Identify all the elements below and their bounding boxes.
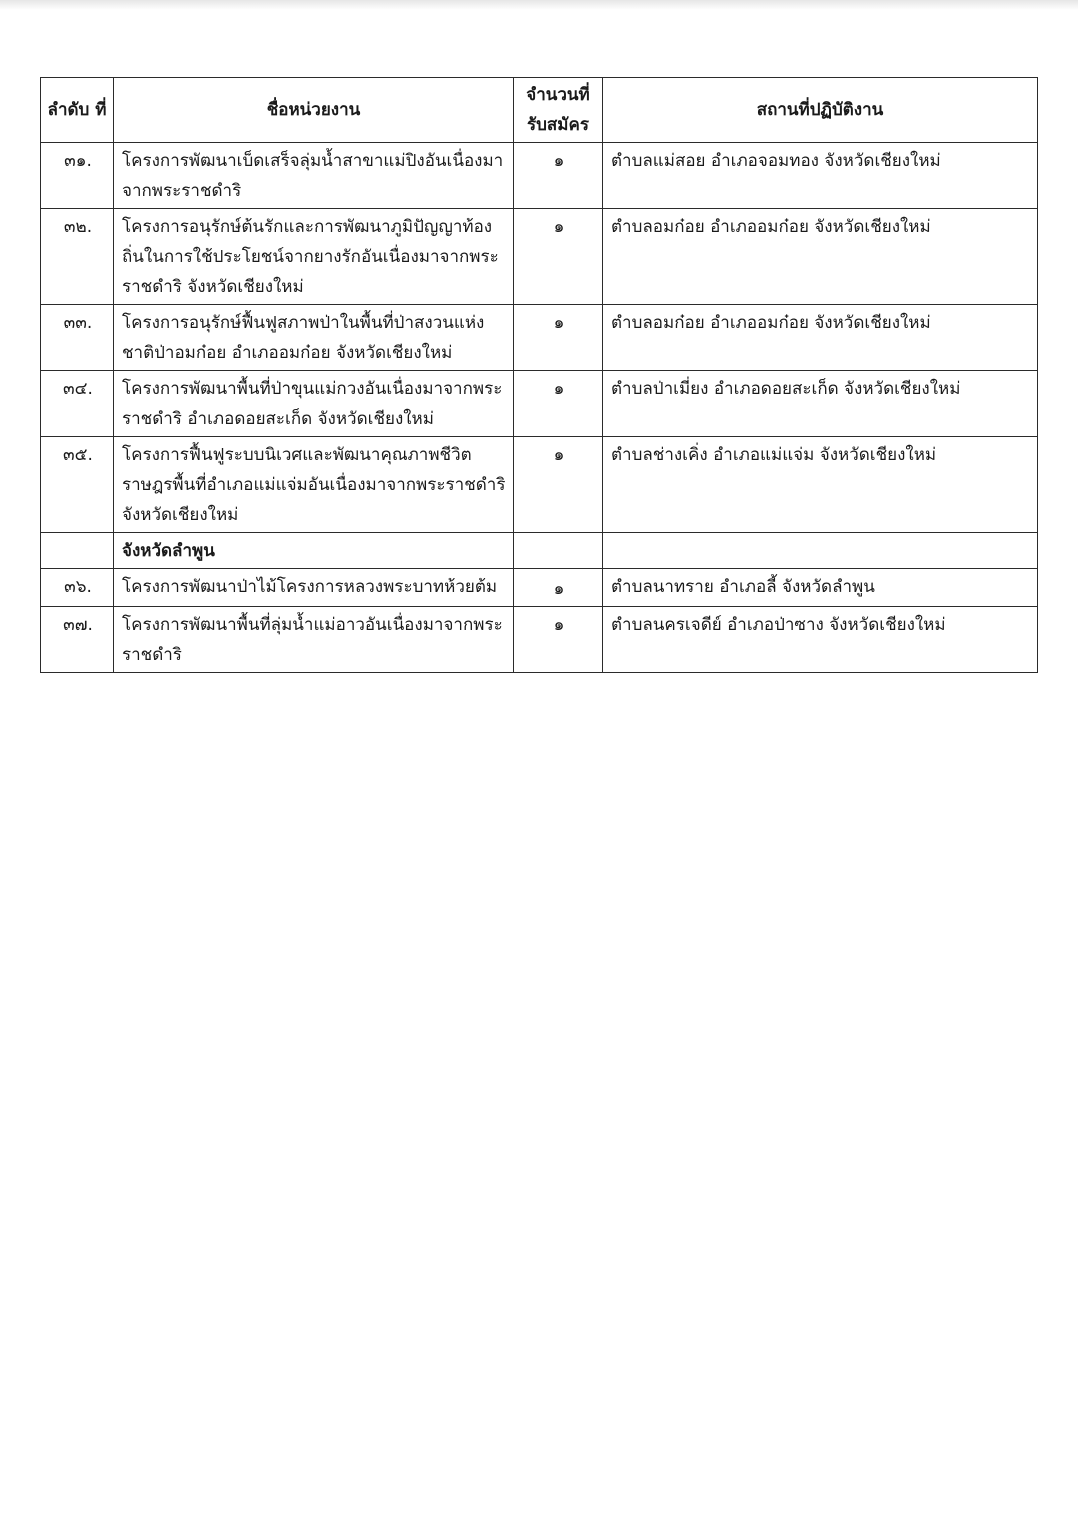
header-place: สถานที่ปฏิบัติงาน bbox=[603, 78, 1038, 143]
row-number: ๓๗. bbox=[41, 607, 114, 673]
header-count: จำนวนที่ รับสมัคร bbox=[514, 78, 603, 143]
unit-name: โครงการอนุรักษ์ฟื้นฟูสภาพป่าในพื้นที่ป่าสงวนแห่งชาติป่าอมก๋อย อำเภออมก๋อย จังหวัดเชียงใหม่ bbox=[114, 305, 514, 371]
group-empty-cell bbox=[603, 533, 1038, 569]
work-location: ตำบลนครเจดีย์ อำเภอป่าซาง จังหวัดเชียงใหม่ bbox=[603, 607, 1038, 673]
opening-count: ๑ bbox=[514, 569, 603, 607]
province-group-label: จังหวัดลำพูน bbox=[114, 533, 514, 569]
table-row bbox=[41, 569, 1038, 607]
unit-name: โครงการพัฒนาพื้นที่ลุ่มน้ำแม่อาวอันเนื่องมาจากพระราชดำริ bbox=[114, 607, 514, 673]
group-row bbox=[41, 533, 1038, 569]
table-row bbox=[41, 371, 1038, 437]
unit-name: โครงการอนุรักษ์ต้นรักและการพัฒนาภูมิปัญญาท้องถิ่นในการใช้ประโยชน์จากยางรักอันเนื่องมาจากพระราชดำริ จังหวัดเชียงใหม่ bbox=[114, 209, 514, 305]
row-number: ๓๒. bbox=[41, 209, 114, 305]
opening-count: ๑ bbox=[514, 371, 603, 437]
table-row bbox=[41, 607, 1038, 673]
work-location: ตำบลช่างเคิ่ง อำเภอแม่แจ่ม จังหวัดเชียงใหม่ bbox=[603, 437, 1038, 533]
unit-name: โครงการพัฒนาพื้นที่ป่าขุนแม่กวงอันเนื่องมาจากพระราชดำริ อำเภอดอยสะเก็ด จังหวัดเชียงใหม่ bbox=[114, 371, 514, 437]
positions-table bbox=[40, 77, 1038, 673]
group-empty-cell bbox=[514, 533, 603, 569]
header-name: ชื่อหน่วยงาน bbox=[114, 78, 514, 143]
row-number: ๓๕. bbox=[41, 437, 114, 533]
opening-count: ๑ bbox=[514, 607, 603, 673]
row-number: ๓๔. bbox=[41, 371, 114, 437]
row-number: ๓๖. bbox=[41, 569, 114, 607]
scan-edge bbox=[0, 0, 1078, 10]
unit-name: โครงการฟื้นฟูระบบนิเวศและพัฒนาคุณภาพชีวิตราษฎรพื้นที่อำเภอแม่แจ่มอันเนื่องมาจากพระราชดำริ จังหวัดเชียงใหม่ bbox=[114, 437, 514, 533]
header-row bbox=[41, 78, 1038, 143]
row-number: ๓๓. bbox=[41, 305, 114, 371]
table-row bbox=[41, 143, 1038, 209]
table-row bbox=[41, 305, 1038, 371]
group-empty-cell bbox=[41, 533, 114, 569]
table-row bbox=[41, 209, 1038, 305]
header-no: ลำดับ ที่ bbox=[41, 78, 114, 143]
unit-name: โครงการพัฒนาป่าไม้โครงการหลวงพระบาทห้วยต้ม bbox=[114, 569, 514, 607]
work-location: ตำบลอมก๋อย อำเภออมก๋อย จังหวัดเชียงใหม่ bbox=[603, 305, 1038, 371]
table-row bbox=[41, 437, 1038, 533]
work-location: ตำบลแม่สอย อำเภอจอมทอง จังหวัดเชียงใหม่ bbox=[603, 143, 1038, 209]
unit-name: โครงการพัฒนาเบ็ดเสร็จลุ่มน้ำสาขาแม่ปิงอันเนื่องมาจากพระราชดำริ bbox=[114, 143, 514, 209]
work-location: ตำบลนาทราย อำเภอลี้ จังหวัดลำพูน bbox=[603, 569, 1038, 607]
row-number: ๓๑. bbox=[41, 143, 114, 209]
opening-count: ๑ bbox=[514, 209, 603, 305]
work-location: ตำบลป่าเมี่ยง อำเภอดอยสะเก็ด จังหวัดเชียงใหม่ bbox=[603, 371, 1038, 437]
work-location: ตำบลอมก๋อย อำเภออมก๋อย จังหวัดเชียงใหม่ bbox=[603, 209, 1038, 305]
opening-count: ๑ bbox=[514, 143, 603, 209]
opening-count: ๑ bbox=[514, 437, 603, 533]
opening-count: ๑ bbox=[514, 305, 603, 371]
